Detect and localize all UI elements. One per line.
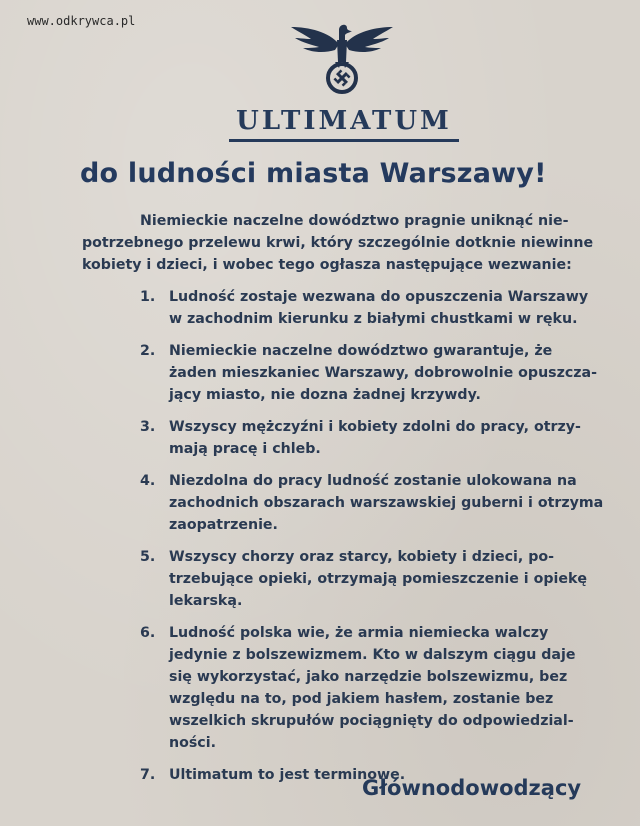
demands-list xyxy=(140,286,610,796)
demand-item-1 xyxy=(140,286,610,330)
item-line: lekarską. xyxy=(169,593,243,609)
demand-item-3 xyxy=(140,416,610,460)
item-line: się wykorzystać, jako narzędzie bolszewizmu, bez xyxy=(169,669,568,685)
item-line: Wszyscy chorzy oraz starcy, kobiety i dzieci, po- xyxy=(169,549,555,565)
demand-item-6 xyxy=(140,622,610,754)
item-line: względu na to, pod jakiem hasłem, zostanie bez xyxy=(169,691,554,707)
document-subtitle: do ludności miasta Warszawy! xyxy=(80,158,547,189)
item-line: trzebujące opieki, otrzymają pomieszczenie i opiekę xyxy=(169,571,588,587)
eagle-emblem-icon xyxy=(289,18,395,94)
item-line: Niezdolna do pracy ludność zostanie ulokowana na xyxy=(169,473,577,489)
item-line: zaopatrzenie. xyxy=(169,517,278,533)
watermark: www.odkrywca.pl xyxy=(27,14,136,28)
item-number: 6. xyxy=(140,625,156,641)
item-line: Ludność zostaje wezwana do opuszczenia Warszawy xyxy=(169,289,589,305)
item-line: ności. xyxy=(169,735,216,751)
item-number: 7. xyxy=(140,767,156,783)
intro-line: Niemieckie naczelne dowództwo pragnie uniknąć nie- xyxy=(140,213,569,229)
item-number: 2. xyxy=(140,343,156,359)
signature: Głównodowodzący xyxy=(362,776,582,800)
demand-item-2 xyxy=(140,340,610,406)
intro-line: potrzebnego przelewu krwi, który szczególnie dotknie niewinne xyxy=(82,235,594,251)
item-line: w zachodnim kierunku z białymi chustkami w ręku. xyxy=(169,311,578,327)
item-line: Ludność polska wie, że armia niemiecka walczy xyxy=(169,625,549,641)
demand-item-5 xyxy=(140,546,610,612)
demand-item-4 xyxy=(140,470,610,536)
item-line: żaden mieszkaniec Warszawy, dobrowolnie opuszcza- xyxy=(169,365,598,381)
item-number: 5. xyxy=(140,549,156,565)
item-number: 1. xyxy=(140,289,156,305)
item-line: zachodnich obszarach warszawskiej guberni i otrzyma xyxy=(169,495,604,511)
item-line: Niemieckie naczelne dowództwo gwarantuje, że xyxy=(169,343,553,359)
item-line: mają pracę i chleb. xyxy=(169,441,321,457)
item-number: 3. xyxy=(140,419,156,435)
intro-line: kobiety i dzieci, i wobec tego ogłasza następujące wezwanie: xyxy=(82,257,572,273)
document-title: ULTIMATUM xyxy=(229,104,459,142)
item-number: 4. xyxy=(140,473,156,489)
item-line: jedynie z bolszewizmem. Kto w dalszym ciągu daje xyxy=(169,647,576,663)
item-line: Wszyscy mężczyźni i kobiety zdolni do pracy, otrzy- xyxy=(169,419,581,435)
item-line: wszelkich skrupułów pociągnięty do odpowiedzial- xyxy=(169,713,574,729)
item-line: Ultimatum to jest terminowe. xyxy=(169,767,406,783)
intro-paragraph xyxy=(82,210,607,276)
item-line: jący miasto, nie dozna żadnej krzywdy. xyxy=(169,387,481,403)
